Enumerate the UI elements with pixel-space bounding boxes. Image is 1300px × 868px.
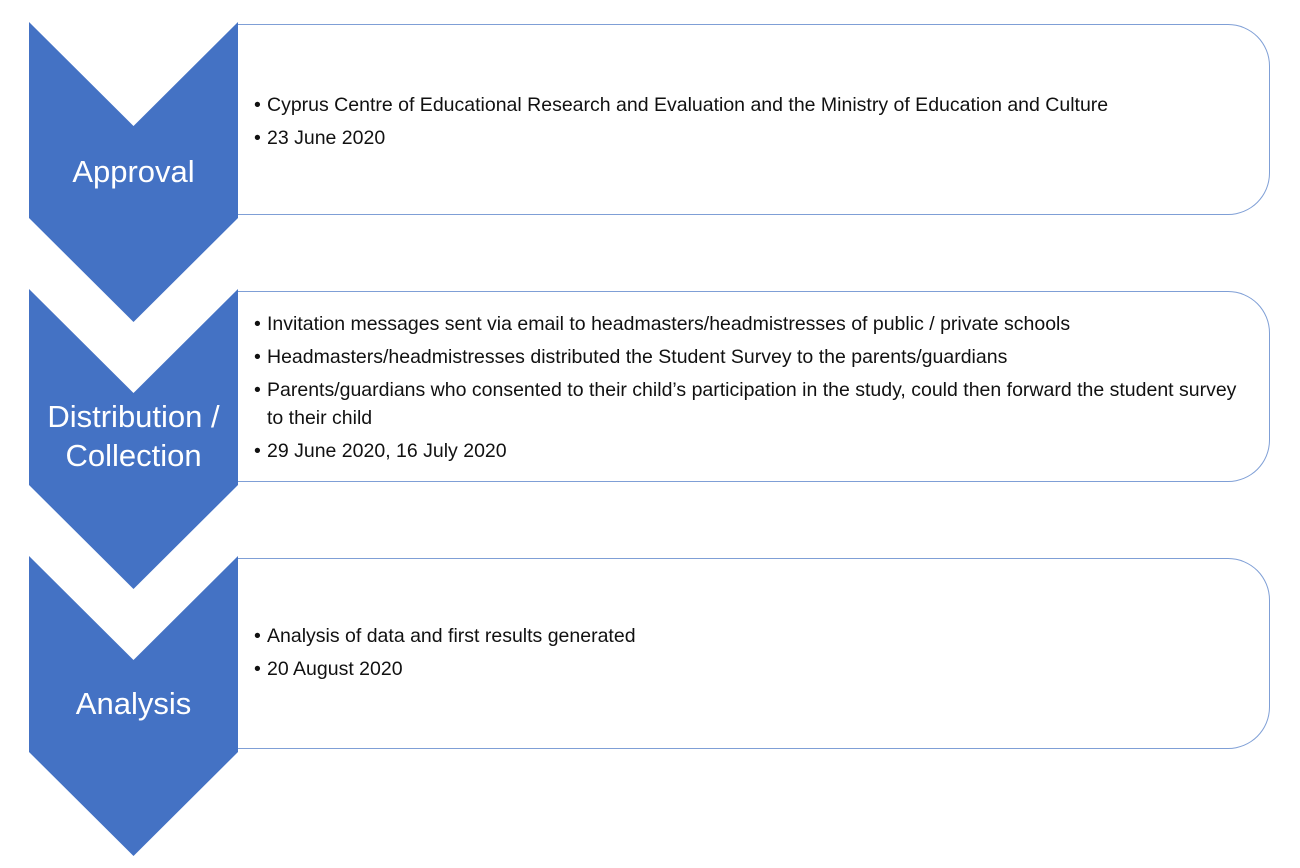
approval-bullet: • Cyprus Centre of Educational Research and Evaluation and the Ministry of Education and Culture	[254, 91, 1249, 119]
distribution-collection-label-line: Distribution /	[47, 399, 220, 434]
approval-label-line: Approval	[72, 154, 195, 189]
distribution-collection-details-panel	[236, 291, 1270, 482]
analysis-label-line: Analysis	[75, 686, 192, 721]
analysis-bullet: • Analysis of data and first results generated	[254, 622, 1249, 650]
analysis-label	[29, 684, 238, 723]
approval-details-panel	[236, 24, 1270, 215]
distribution-collection-bullet: • Headmasters/headmistresses distributed the Student Survey to the parents/guardians	[254, 343, 1249, 371]
analysis-bullet: • 20 August 2020	[254, 655, 1249, 683]
distribution-collection-chevron	[29, 289, 238, 589]
approval-bullet-list	[254, 91, 1249, 157]
distribution-collection-label	[29, 397, 238, 475]
distribution-collection-label-line: Collection	[65, 438, 202, 473]
distribution-collection-bullet: • Parents/guardians who consented to their child’s participation in the study, could then forward the student survey to their child	[254, 376, 1249, 432]
distribution-collection-bullet: • 29 June 2020, 16 July 2020	[254, 437, 1249, 465]
analysis-bullet-list	[254, 622, 1249, 688]
distribution-collection-bullet-list	[254, 310, 1249, 470]
approval-label	[29, 152, 238, 191]
analysis-details-panel	[236, 558, 1270, 749]
approval-chevron	[29, 22, 238, 322]
analysis-chevron	[29, 556, 238, 856]
distribution-collection-bullet: • Invitation messages sent via email to headmasters/headmistresses of public / private schools	[254, 310, 1249, 338]
approval-bullet: • 23 June 2020	[254, 124, 1249, 152]
